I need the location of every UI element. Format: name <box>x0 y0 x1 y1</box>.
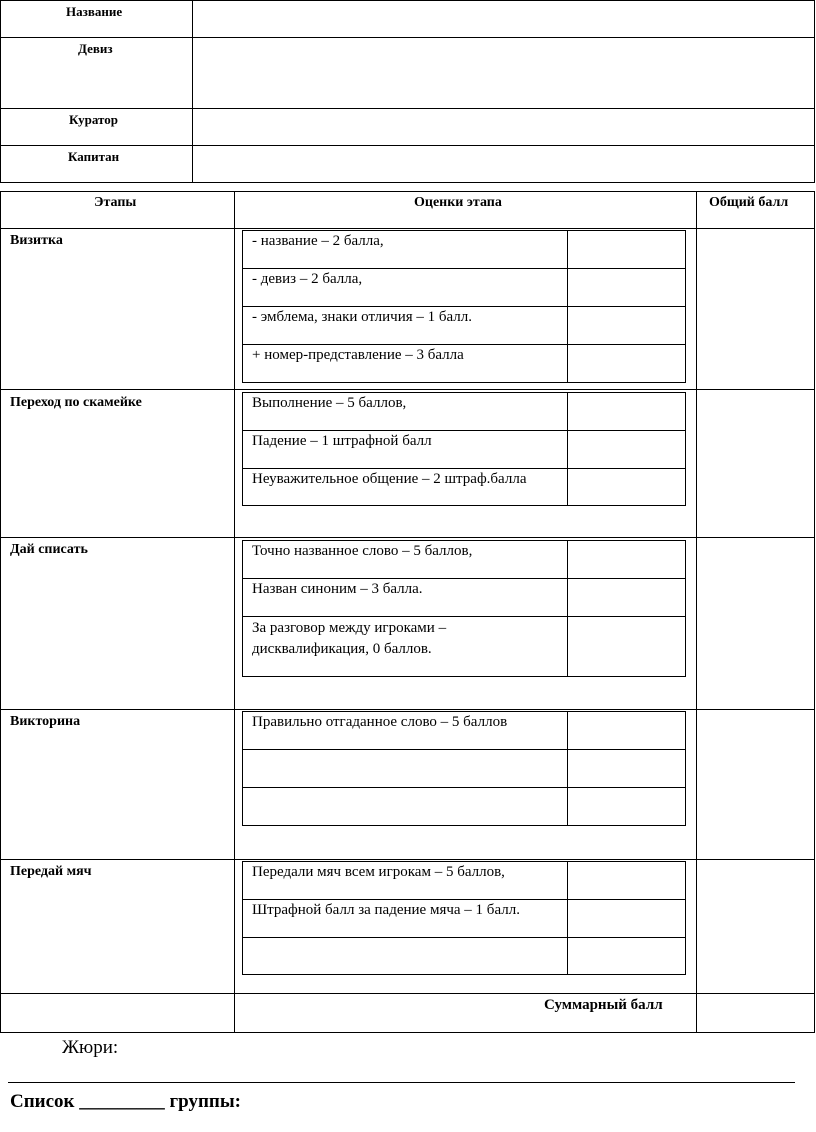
column-header-scores: Оценки этапа <box>414 195 502 210</box>
score-cell[interactable] <box>569 394 684 429</box>
criterion-text: - девиз – 2 балла, <box>252 271 363 287</box>
score-cell[interactable] <box>569 618 684 676</box>
score-cell[interactable] <box>569 713 684 748</box>
criterion-text: дисквалификация, 0 баллов. <box>252 641 432 657</box>
jury-signature-line[interactable] <box>8 1082 795 1083</box>
criterion-text: Выполнение – 5 баллов, <box>252 395 407 411</box>
score-cell[interactable] <box>569 789 684 825</box>
score-cell[interactable] <box>569 863 684 898</box>
team-name-field[interactable] <box>194 2 813 36</box>
total-cell[interactable] <box>698 539 813 708</box>
team-curator-field[interactable] <box>194 110 813 144</box>
team-motto-field[interactable] <box>194 39 813 107</box>
score-cell[interactable] <box>569 232 684 267</box>
sum-total-cell[interactable] <box>698 995 813 1031</box>
score-cell[interactable] <box>569 751 684 786</box>
score-cell[interactable] <box>569 542 684 577</box>
team-motto-label: Девиз <box>78 41 113 56</box>
stage-name: Передай мяч <box>10 864 92 879</box>
score-cell[interactable] <box>569 470 684 505</box>
score-cell[interactable] <box>569 432 684 467</box>
team-curator-label: Куратор <box>69 112 118 127</box>
criterion-blank-cell[interactable] <box>244 751 566 786</box>
total-cell[interactable] <box>698 861 813 992</box>
score-cell[interactable] <box>569 939 684 974</box>
criterion-text: - название – 2 балла, <box>252 233 384 249</box>
team-captain-field[interactable] <box>194 147 813 181</box>
total-cell[interactable] <box>698 391 813 536</box>
team-name-label: Название <box>66 4 123 19</box>
criterion-text: Передали мяч всем игрокам – 5 баллов, <box>252 864 505 880</box>
criterion-text: Неуважительное общение – 2 штраф.балла <box>252 471 527 487</box>
criterion-text: За разговор между игроками – <box>252 620 447 636</box>
group-list-label: Список _________ группы: <box>10 1091 241 1112</box>
stage-name: Викторина <box>10 714 81 729</box>
criterion-blank-cell[interactable] <box>244 789 566 825</box>
score-cell[interactable] <box>569 308 684 343</box>
score-cell[interactable] <box>569 580 684 615</box>
stage-name: Визитка <box>10 233 63 248</box>
criterion-text: Штрафной балл за падение мяча – 1 балл. <box>252 902 520 918</box>
jury-label: Жюри: <box>62 1037 119 1058</box>
criterion-text: - эмблема, знаки отличия – 1 балл. <box>252 309 473 325</box>
total-cell[interactable] <box>698 711 813 858</box>
stage-name: Переход по скамейке <box>10 395 142 410</box>
team-captain-label: Капитан <box>68 149 120 164</box>
score-cell[interactable] <box>569 270 684 305</box>
stage-name: Дай списать <box>10 542 88 557</box>
criterion-blank-cell[interactable] <box>244 939 566 974</box>
criterion-text: Точно названное слово – 5 баллов, <box>252 543 473 559</box>
sum-label: Суммарный балл <box>544 997 663 1013</box>
criterion-text: + номер-представление – 3 балла <box>252 347 464 363</box>
column-header-total: Общий балл <box>709 195 789 210</box>
criterion-text: Назван синоним – 3 балла. <box>252 581 423 597</box>
score-cell[interactable] <box>569 346 684 382</box>
total-cell[interactable] <box>698 230 813 388</box>
column-header-stages: Этапы <box>94 195 137 210</box>
criterion-text: Падение – 1 штрафной балл <box>252 433 432 449</box>
score-cell[interactable] <box>569 901 684 936</box>
criterion-text: Правильно отгаданное слово – 5 баллов <box>252 714 508 730</box>
